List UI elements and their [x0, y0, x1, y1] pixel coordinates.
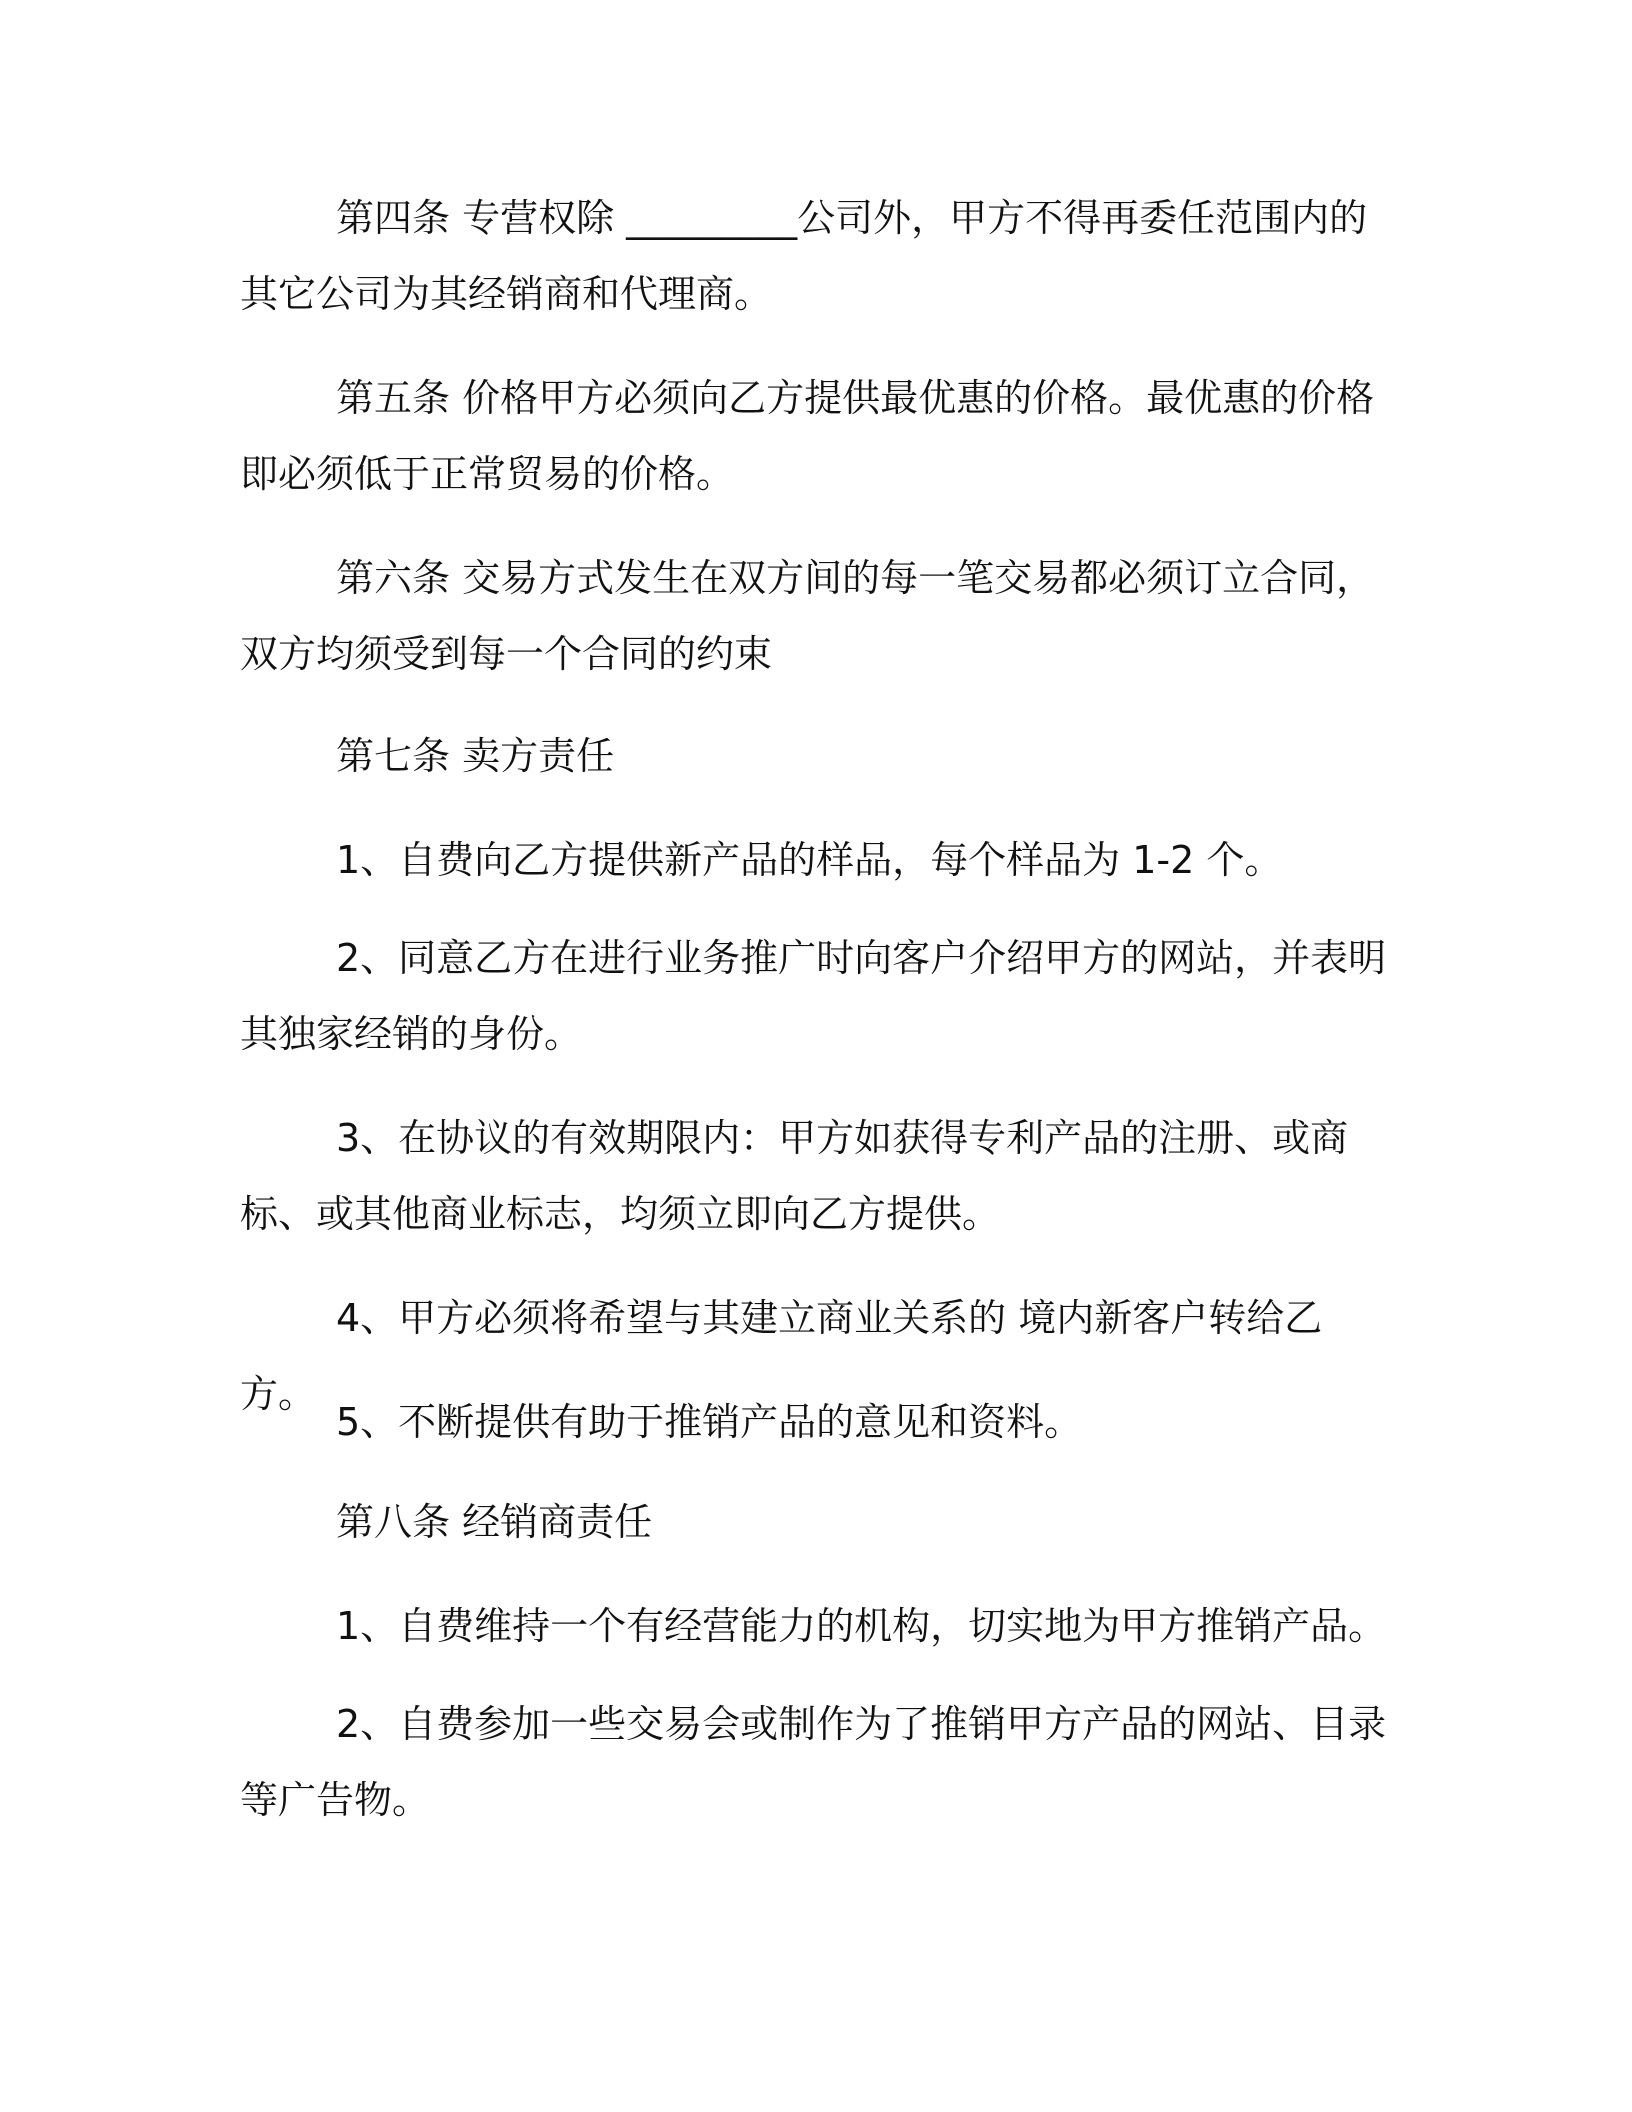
article-7-item-4: 4、甲方必须将希望与其建立商业关系的 境内新客户转给乙方。 — [240, 1296, 1323, 1416]
article-4-paragraph: 第四条 专营权除 _________公司外，甲方不得再委任范围内的其它公司为其经销商和代理商。 — [240, 196, 1368, 316]
article-8-item-2: 2、自费参加一些交易会或制作为了推销甲方产品的网站、目录等广告物。 — [240, 1702, 1387, 1822]
article-7-item-2: 2、同意乙方在进行业务推广时向客户介绍甲方的网站，并表明其独家经销的身份。 — [240, 936, 1387, 1056]
article-8-item-1: 1、自费维持一个有经营能力的机构，切实地为甲方推销产品。 — [336, 1604, 1387, 1648]
article-7-heading: 第七条 卖方责任 — [336, 734, 615, 778]
article-7-item-5: 5、不断提供有助于推销产品的意见和资料。 — [336, 1400, 1083, 1444]
article-7-item-1: 1、自费向乙方提供新产品的样品，每个样品为 1-2 个。 — [336, 838, 1283, 882]
article-8-heading: 第八条 经销商责任 — [336, 1500, 653, 1544]
article-6-paragraph: 第六条 交易方式发生在双方间的每一笔交易都必须订立合同，双方均须受到每一个合同的约束 — [240, 556, 1375, 676]
article-7-item-3: 3、在协议的有效期限内：甲方如获得专利产品的注册、或商标、或其他商业标志，均须立即向乙方提供。 — [240, 1116, 1349, 1236]
article-5-paragraph: 第五条 价格甲方必须向乙方提供最优惠的价格。最优惠的价格即必须低于正常贸易的价格。 — [240, 376, 1375, 496]
